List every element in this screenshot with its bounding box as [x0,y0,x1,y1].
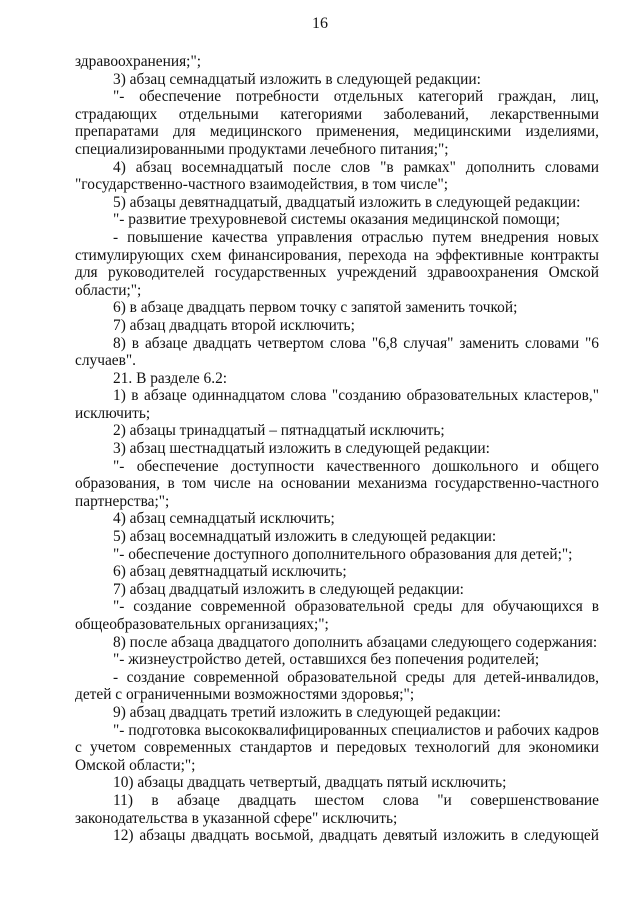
paragraph: 7) абзац двадцать второй исключить; [113,316,355,334]
paragraph: 2) абзацы тринадцатый – пятнадцатый исключить; [113,422,445,440]
paragraph: 10) абзацы двадцать четвертый, двадцать пятый исключить; [113,774,507,792]
paragraph: 5) абзацы девятнадцатый, двадцатый изложить в следующей редакции: [113,193,581,211]
paragraph: 3) абзац семнадцатый изложить в следующей редакции: [113,70,481,88]
paragraph: 5) абзац восемнадцатый изложить в следующей редакции: [113,528,497,546]
paragraph: "- развитие трехуровневой системы оказания медицинской помощи; [113,211,561,229]
paragraph: 6) абзац девятнадцатый исключить; [113,563,347,581]
paragraph: 21. В разделе 6.2: [113,369,228,387]
page-number: 16 [312,15,328,32]
paragraph: 1) в абзаце одиннадцатом слова "созданию образовательных кластеров," исключить; [75,387,599,422]
document-body [75,53,599,845]
paragraph: "- подготовка высококвалифицированных специалистов и рабочих кадров с учетом современных стандартов и передовых технологий для экономики Омской области;"; [75,721,599,774]
paragraph: 11) в абзаце двадцать шестом слова "и совершенствование законодательства в указанной сфере" исключить; [75,791,599,827]
paragraph: "- обеспечение потребности отдельных категорий граждан, лиц, страдающих отдельными категориями заболеваний, лекарственными препаратами для медицинского применения, медицинскими изделиями, специализированными продуктами лечебного питания;"; [75,88,599,158]
paragraph: 8) после абзаца двадцатого дополнить абзацами следующего содержания: [113,633,598,651]
paragraph: "- обеспечение доступного дополнительного образования для детей;"; [113,545,573,563]
paragraph: 4) абзац семнадцатый исключить; [113,510,335,528]
paragraph: 9) абзац двадцать третий изложить в следующей редакции: [113,703,501,721]
paragraph: здравоохранения;"; [75,53,202,70]
paragraph: 12) абзацы двадцать восьмой, двадцать девятый изложить в следующей [113,827,599,845]
paragraph: 4) абзац восемнадцатый после слов "в рамках" дополнить словами "государственно-частного взаимодействия, в том числе"; [75,158,599,194]
paragraph: "- создание современной образовательной среды для обучающихся в общеобразовательных организациях;"; [75,598,599,633]
paragraph: 3) абзац шестнадцатый изложить в следующей редакции: [113,440,490,458]
paragraph: "- жизнеустройство детей, оставшихся без попечения родителей; [113,651,540,669]
paragraph: 8) в абзаце двадцать четвертом слова "6,8 случая" заменить словами "6 случаев". [75,334,599,370]
paragraph: "- обеспечение доступности качественного дошкольного и общего образования, в том числе на основании механизма государственно-частного партнерства;"; [75,457,599,510]
paragraph: - создание современной образовательной среды для детей-инвалидов, детей с ограниченными возможностями здоровья;"; [75,668,599,704]
paragraph: 6) в абзаце двадцать первом точку с запятой заменить точкой; [113,299,518,317]
paragraph: 7) абзац двадцатый изложить в следующей редакции: [113,580,464,598]
paragraph: - повышение качества управления отраслью путем внедрения новых стимулирующих схем финансирования, перехода на эффективные контракты для руководителей государственных учреждений здравоохранения Омской области;"; [75,228,599,299]
